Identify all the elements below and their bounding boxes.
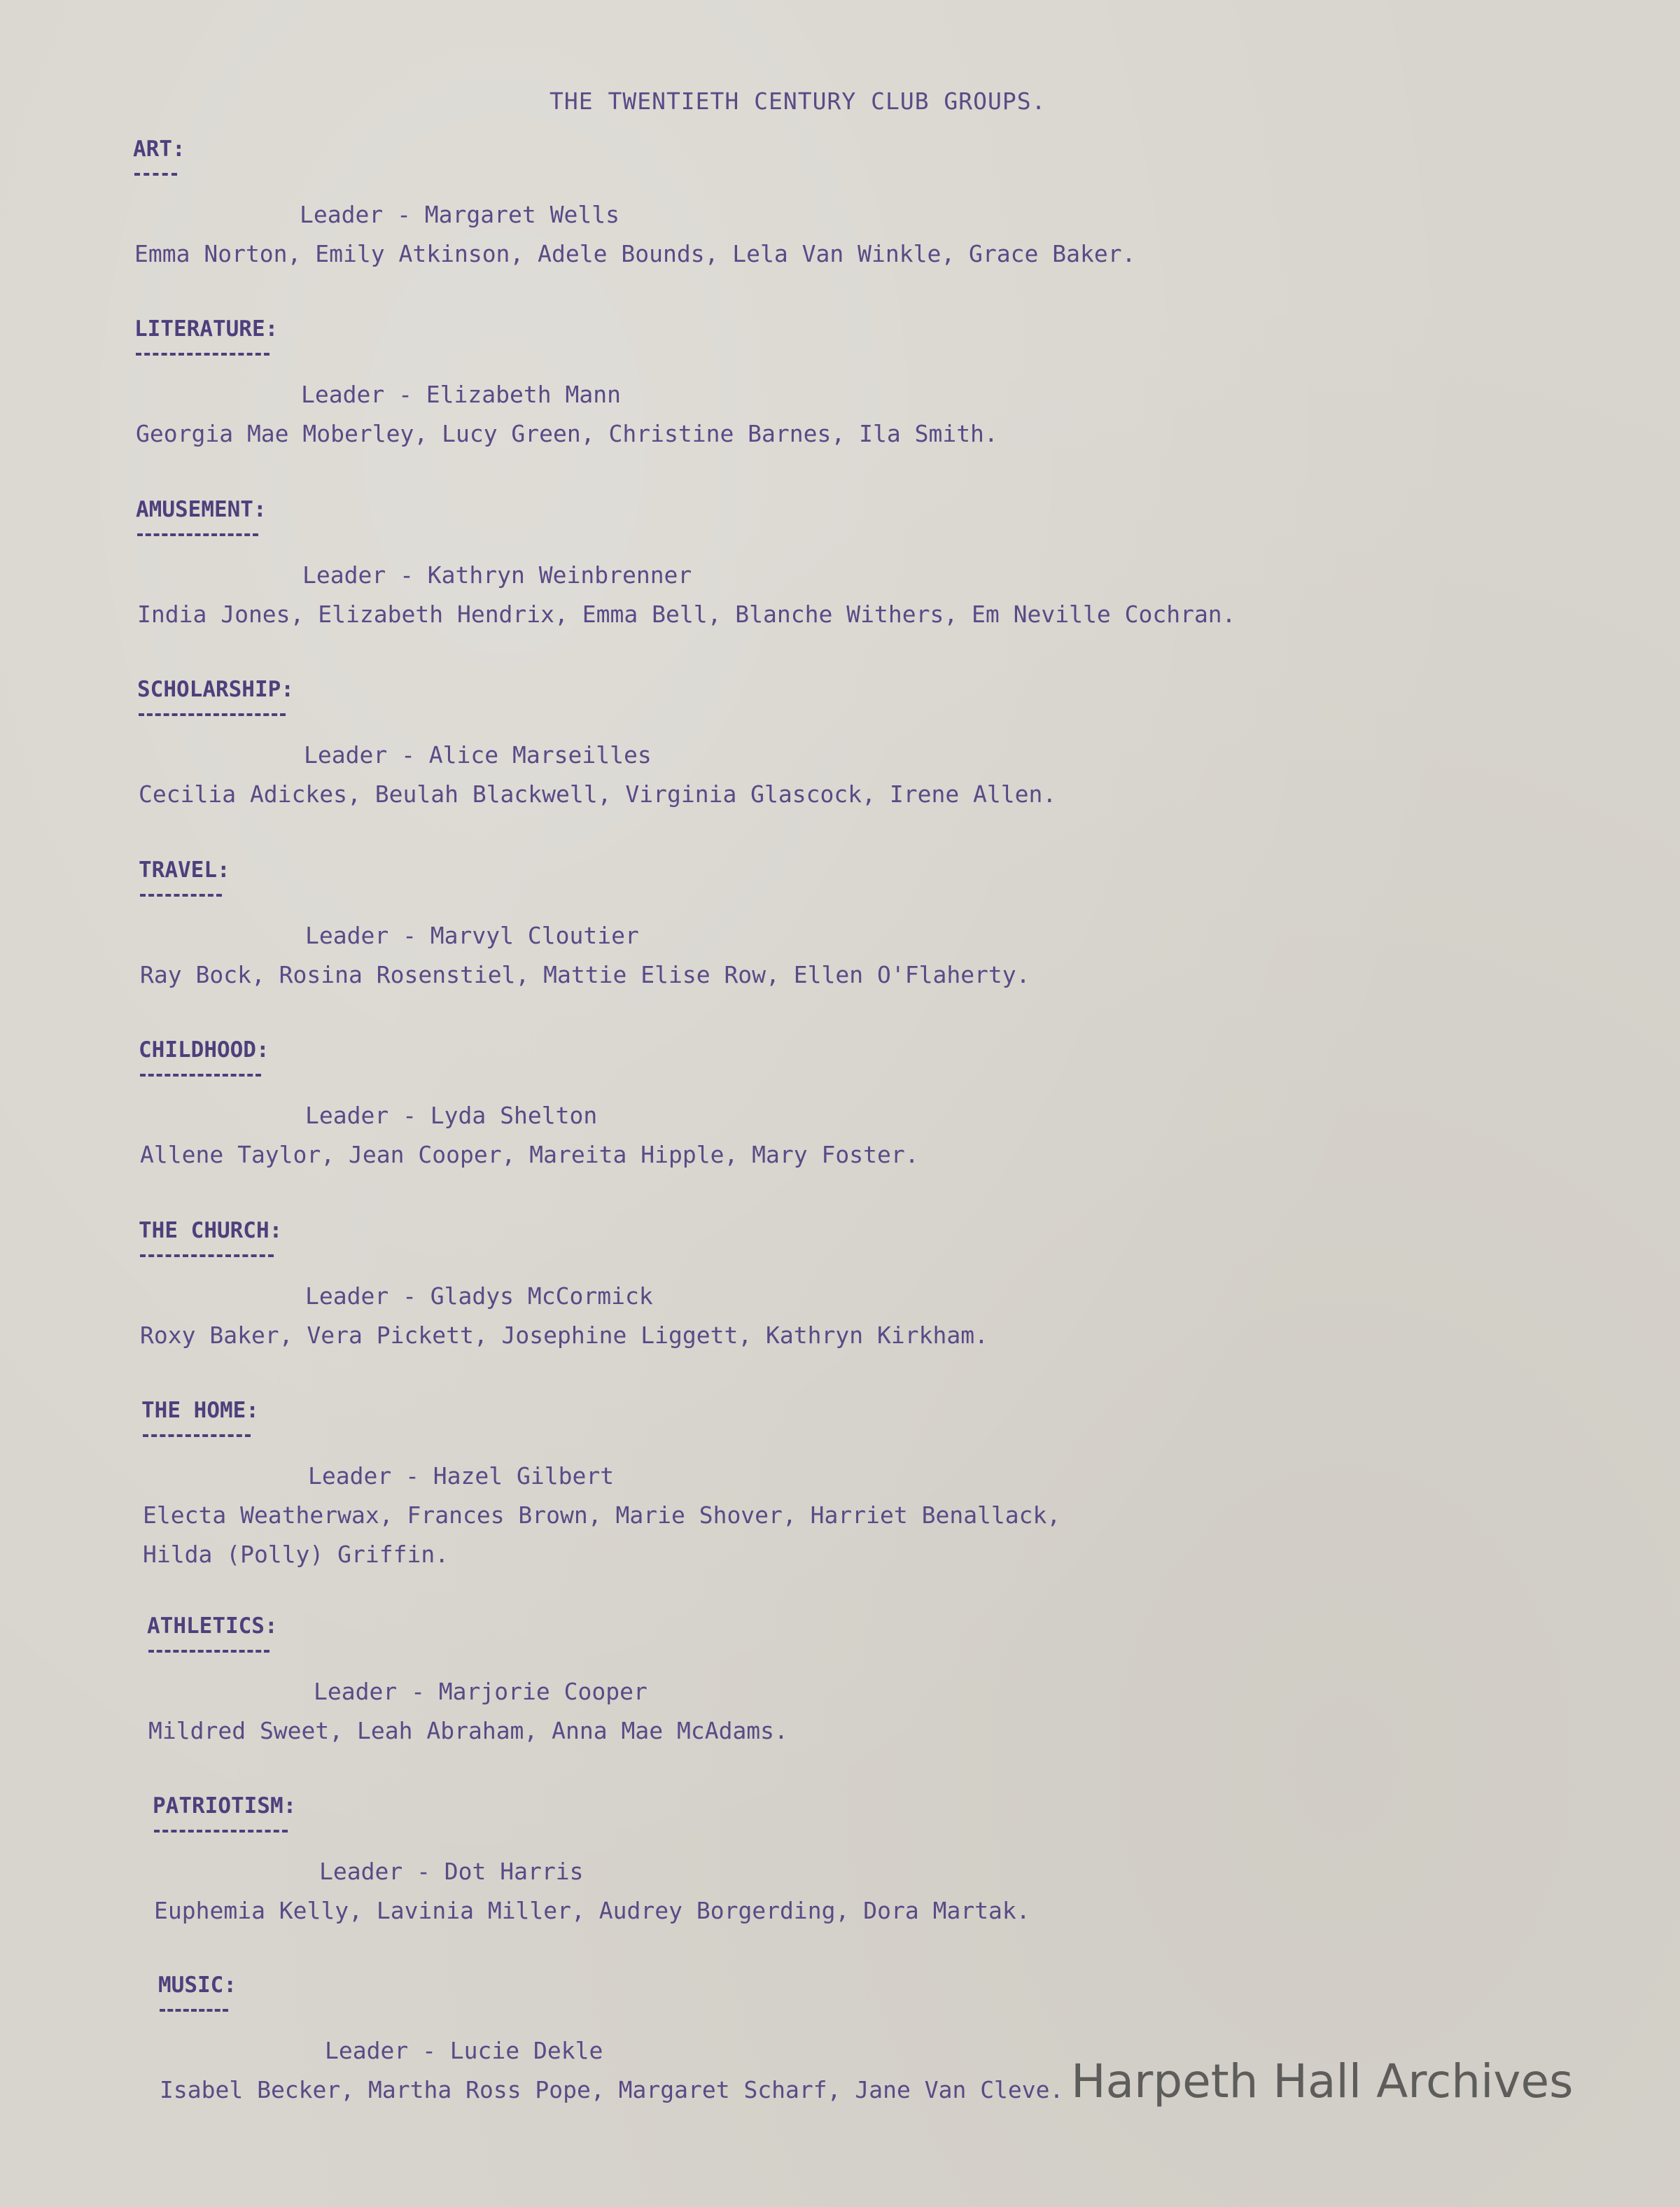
group-heading-underline [148, 1650, 270, 1653]
group-heading: AMUSEMENT: [136, 497, 267, 522]
group-heading-underline [137, 533, 258, 536]
group-heading-underline [154, 1830, 288, 1833]
group-leader: Leader - Gladys McCormick [305, 1282, 653, 1310]
group-members: India Jones, Elizabeth Hendrix, Emma Bell, Blanche Withers, Em Neville Cochran. [137, 601, 1236, 628]
group-leader: Leader - Marvyl Cloutier [305, 922, 639, 949]
group-members: Cecilia Adickes, Beulah Blackwell, Virginia Glascock, Irene Allen. [139, 780, 1057, 808]
group-leader: Leader - Marjorie Cooper [314, 1678, 648, 1705]
group-heading: ATHLETICS: [147, 1613, 278, 1639]
group-members: Allene Taylor, Jean Cooper, Mareita Hipple, Mary Foster. [140, 1141, 919, 1168]
group-members: Hilda (Polly) Griffin. [143, 1541, 449, 1568]
group-members: Isabel Becker, Martha Ross Pope, Margaret Scharf, Jane Van Cleve. [160, 2076, 1064, 2103]
group-members: Ray Bock, Rosina Rosenstiel, Mattie Elise Row, Ellen O'Flaherty. [140, 961, 1030, 988]
group-members: Georgia Mae Moberley, Lucy Green, Christine Barnes, Ila Smith. [136, 420, 998, 447]
group-members: Mildred Sweet, Leah Abraham, Anna Mae McAdams. [148, 1717, 788, 1744]
group-heading-underline [140, 1254, 274, 1257]
group-heading: TRAVEL: [139, 857, 230, 883]
group-leader: Leader - Elizabeth Mann [301, 381, 621, 408]
group-heading-underline [160, 2009, 228, 2012]
group-members: Roxy Baker, Vera Pickett, Josephine Liggett, Kathryn Kirkham. [140, 1322, 988, 1349]
group-heading: ART: [133, 136, 186, 162]
group-heading-underline [134, 173, 177, 176]
group-heading: MUSIC: [158, 1973, 237, 1998]
group-heading-underline [139, 713, 286, 716]
document-title: THE TWENTIETH CENTURY CLUB GROUPS. [550, 87, 1046, 115]
group-leader: Leader - Dot Harris [319, 1858, 584, 1885]
bleed-through-text [826, 119, 1631, 2079]
group-leader: Leader - Alice Marseilles [304, 741, 652, 769]
group-leader: Leader - Lucie Dekle [325, 2037, 603, 2064]
group-members: Euphemia Kelly, Lavinia Miller, Audrey Borgerding, Dora Martak. [154, 1897, 1030, 1924]
group-heading: THE CHURCH: [139, 1218, 283, 1243]
group-heading-underline [143, 1434, 251, 1437]
group-heading-underline [140, 894, 222, 897]
group-leader: Leader - Kathryn Weinbrenner [302, 561, 692, 589]
group-leader: Leader - Lyda Shelton [305, 1102, 598, 1129]
group-leader: Leader - Hazel Gilbert [308, 1462, 615, 1490]
group-leader: Leader - Margaret Wells [300, 201, 620, 228]
group-heading-underline [140, 1074, 261, 1077]
group-heading-underline [136, 353, 270, 356]
group-members: Emma Norton, Emily Atkinson, Adele Bounds, Lela Van Winkle, Grace Baker. [134, 240, 1136, 267]
group-heading: THE HOME: [141, 1398, 259, 1423]
group-heading: PATRIOTISM: [153, 1793, 297, 1819]
archive-watermark: Harpeth Hall Archives [1071, 2054, 1574, 2108]
group-heading: CHILDHOOD: [139, 1037, 270, 1063]
group-heading: LITERATURE: [134, 316, 279, 342]
group-members: Electa Weatherwax, Frances Brown, Marie Shover, Harriet Benallack, [143, 1501, 1061, 1529]
group-heading: SCHOLARSHIP: [137, 677, 294, 702]
